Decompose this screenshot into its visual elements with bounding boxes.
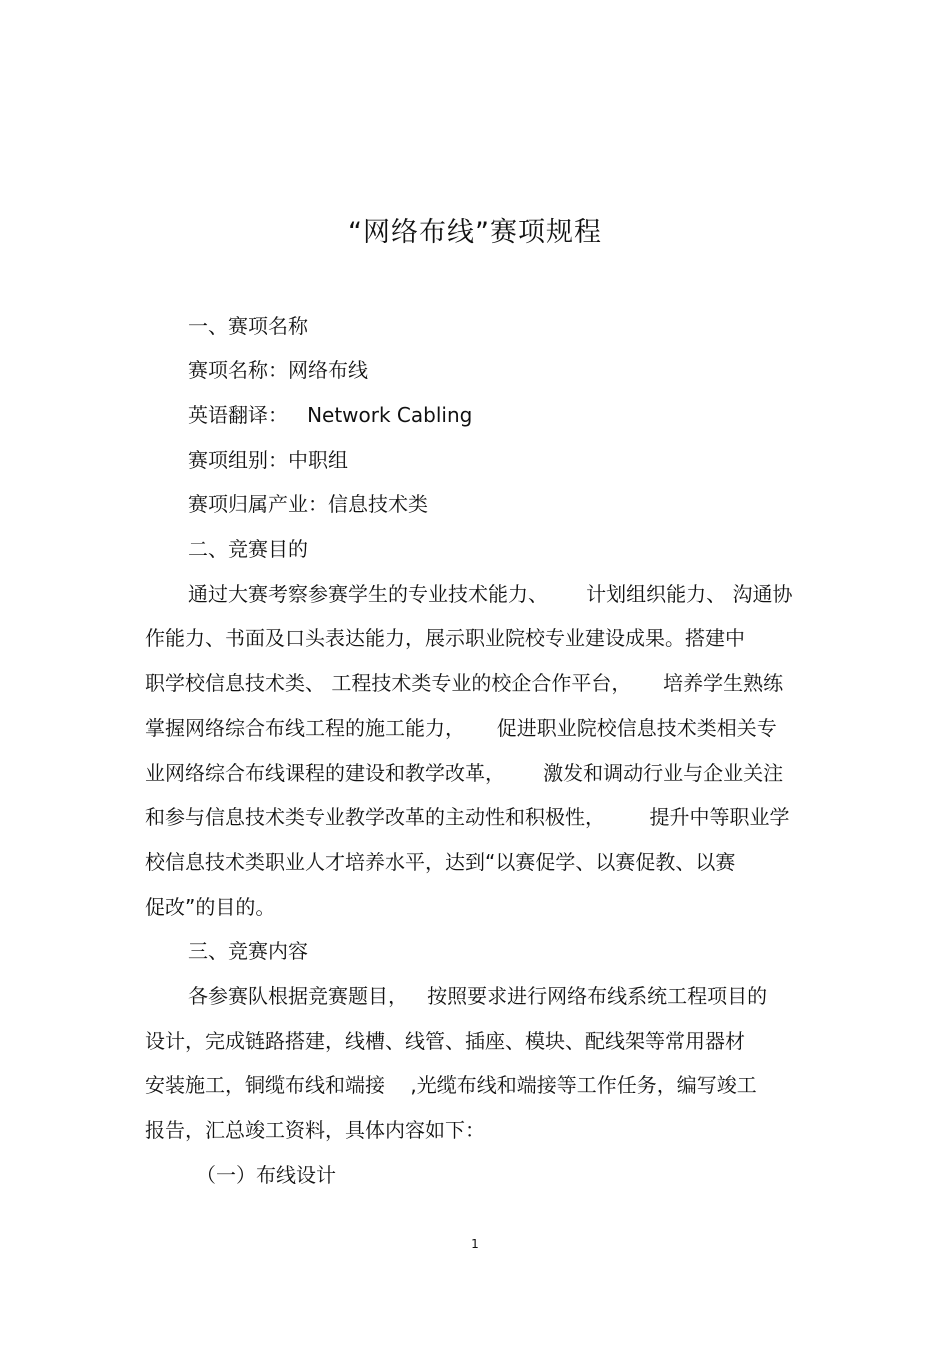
paragraph-line: 促改”的目的。 (145, 895, 276, 919)
paragraph-line: 校信息技术类职业人才培养水平，达到“以赛促学、以赛促教、以赛 (145, 850, 736, 874)
paragraph-line: 设计，完成链路搭建，线槽、线管、插座、模块、配线架等常用器材 (145, 1029, 745, 1053)
document-title: “网络布线”赛项规程 (348, 217, 602, 248)
paragraph-line: 掌握网络综合布线工程的施工能力， 促进职业院校信息技术类相关专 (145, 716, 777, 740)
section-heading-3: 三、竞赛内容 (188, 939, 308, 963)
paragraph-line: 职学校信息技术类、 工程技术类专业的校企合作平台， 培养学生熟练 (145, 671, 784, 695)
paragraph-line: 和参与信息技术类专业教学改革的主动性和积极性， 提升中等职业学 (145, 805, 790, 829)
section-heading-1: 一、赛项名称 (188, 314, 308, 338)
paragraph-line: 各参赛队根据竞赛题目， 按照要求进行网络布线系统工程项目的 (188, 984, 768, 1008)
paragraph-line: 报告，汇总竣工资料，具体内容如下： (145, 1118, 485, 1142)
page-number: 1 (471, 1237, 479, 1251)
subsection-heading: （一）布线设计 (196, 1163, 336, 1187)
event-name-line: 赛项名称：网络布线 (188, 358, 368, 382)
paragraph-line: 业网络综合布线课程的建设和教学改革， 激发和调动行业与企业关注 (145, 761, 784, 785)
event-group-line: 赛项组别：中职组 (188, 448, 348, 472)
paragraph-line: 作能力、书面及口头表达能力，展示职业院校专业建设成果。搭建中 (145, 626, 745, 650)
english-translation-line: 英语翻译： Network Cabling (188, 403, 473, 427)
paragraph-line: 通过大赛考察参赛学生的专业技术能力、 计划组织能力、 沟通协 (188, 582, 793, 606)
section-heading-2: 二、竞赛目的 (188, 537, 308, 561)
event-industry-line: 赛项归属产业：信息技术类 (188, 492, 428, 516)
paragraph-line: 安装施工，铜缆布线和端接 ,光缆布线和端接等工作任务，编写竣工 (145, 1073, 757, 1097)
